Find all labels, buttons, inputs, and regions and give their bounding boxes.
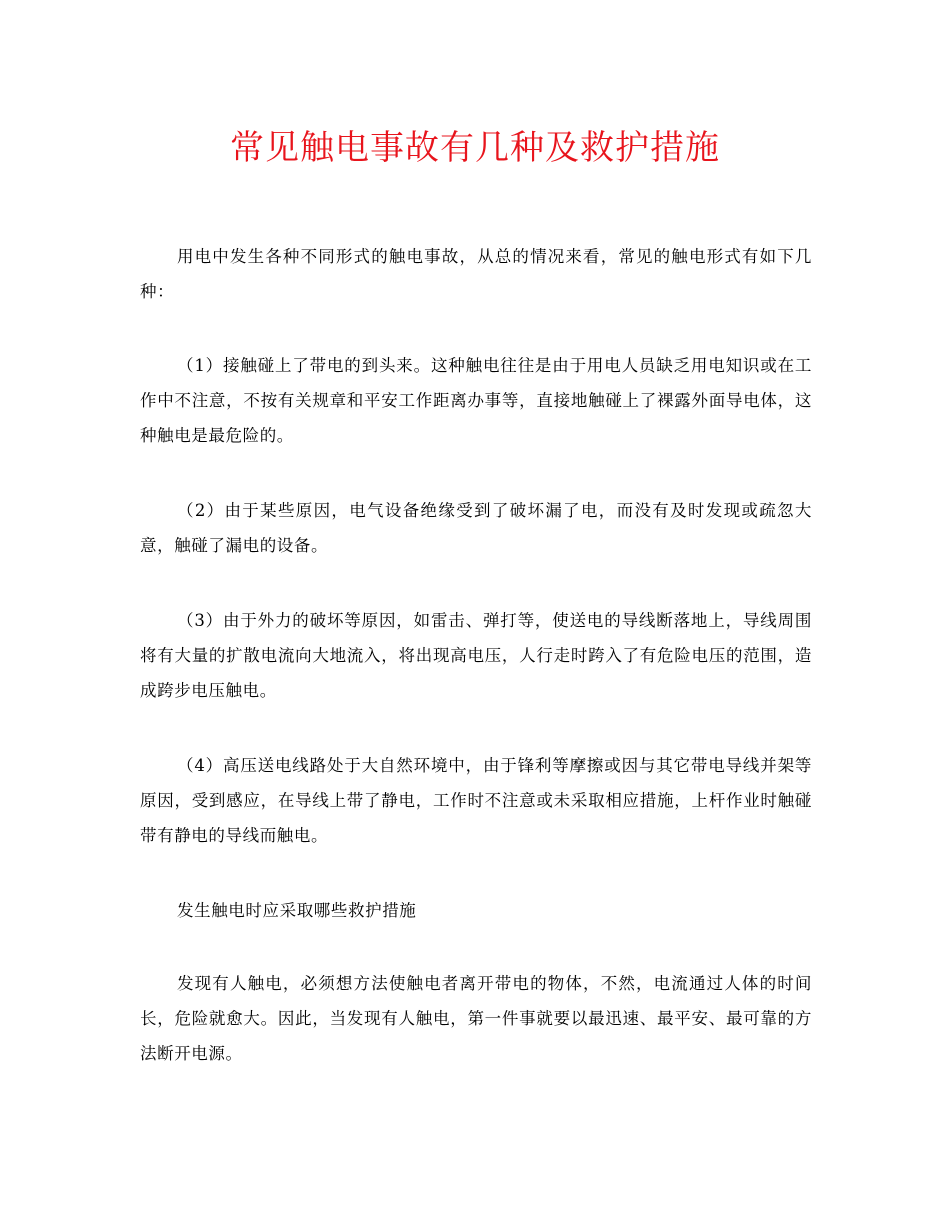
page-title: 常见触电事故有几种及救护措施 [230,128,720,168]
section-heading: 发生触电时应采取哪些救护措施 [177,901,417,920]
paragraph-item-3: （3）由于外力的破坏等原因，如雷击、弹打等，使送电的导线断落地上，导线周围将有大量的扩散电流向大地流入，将出现高电压，人行走时跨入了有危险电压的范围，造成跨步电压触电。 [140,611,812,700]
intro-paragraph: 用电中发生各种不同形式的触电事故，从总的情况来看，常见的触电形式有如下几种： [140,247,812,301]
paragraph-item-1: （1）接触碰上了带电的到头来。这种触电往往是由于用电人员缺乏用电知识或在工作中不注意，不按有关规章和平安工作距离办事等，直接地触碰上了裸露外面导电体，这种触电是最危险的。 [140,356,812,445]
paragraph-item-2: （2）由于某些原因，电气设备绝缘受到了破坏漏了电，而没有及时发现或疏忽大意，触碰了漏电的设备。 [140,501,812,555]
rescue-paragraph: 发现有人触电，必须想方法使触电者离开带电的物体，不然，电流通过人体的时间长，危险就愈大。因此，当发现有人触电，第一件事就要以最迅速、最平安、最可靠的方法断开电源。 [140,974,812,1063]
paragraph-item-4: （4）高压送电线路处于大自然环境中，由于锋利等摩擦或因与其它带电导线并架等原因，受到感应，在导线上带了静电，工作时不注意或未采取相应措施，上杆作业时触碰带有静电的导线而触电。 [140,756,812,845]
